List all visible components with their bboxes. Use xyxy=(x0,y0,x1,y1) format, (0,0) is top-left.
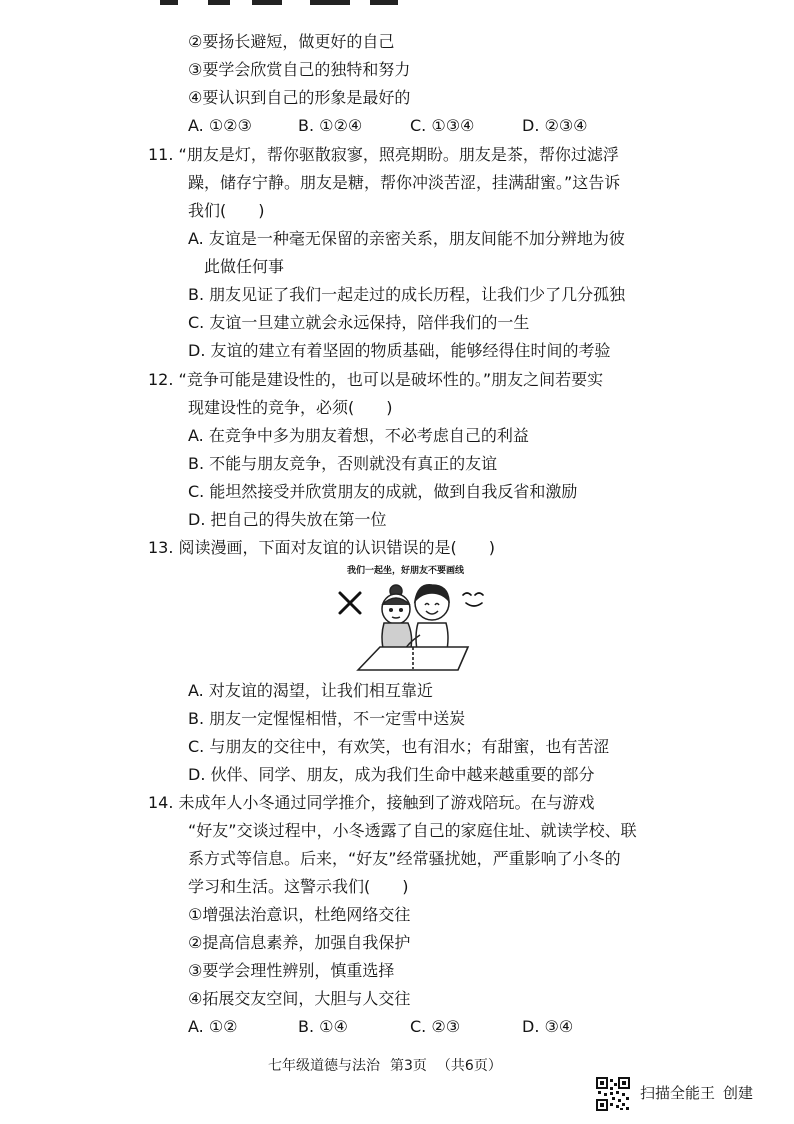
scanner-action: 创建 xyxy=(723,1084,754,1102)
footer-subject: 七年级道德与法治 xyxy=(268,1058,380,1074)
q14-stem-line4: 学习和生活。这警示我们( ) xyxy=(188,877,409,896)
q14-option-a[interactable]: A. ①② xyxy=(188,1017,238,1036)
cropped-top-text xyxy=(160,0,460,6)
q12-option-a[interactable]: A. 在竞争中多为朋友着想，不必考虑自己的利益 xyxy=(188,426,529,445)
q14-stem-line2: “好友”交谈过程中，小冬透露了自己的家庭住址、就读学校、联 xyxy=(188,821,637,840)
q11-option-a-cont: 此做任何事 xyxy=(204,257,285,276)
q14-option-b[interactable]: B. ①④ xyxy=(298,1017,348,1036)
q10-options xyxy=(188,115,608,137)
q11-option-b[interactable]: B. 朋友见证了我们一起走过的成长历程，让我们少了几分孤独 xyxy=(188,285,626,304)
q12-option-b[interactable]: B. 不能与朋友竞争，否则就没有真正的友谊 xyxy=(188,454,498,473)
q14-item-4: ④拓展交友空间，大胆与人交往 xyxy=(188,989,411,1008)
q10-option-c[interactable]: C. ①③④ xyxy=(410,116,475,135)
q13-stem: 13. 阅读漫画，下面对友谊的认识错误的是( ) xyxy=(148,538,496,557)
footer-page-total: （共6页） xyxy=(436,1058,502,1074)
q13-option-b[interactable]: B. 朋友一定惺惺相惜，不一定雪中送炭 xyxy=(188,709,466,728)
q10-option-d[interactable]: D. ②③④ xyxy=(522,116,588,135)
q10-item-3: ③要学会欣赏自己的独特和努力 xyxy=(188,60,411,79)
q10-item-2: ②要扬长避短，做更好的自己 xyxy=(188,32,395,51)
q11-stem-line3: 我们( ) xyxy=(188,201,265,220)
q11-option-d[interactable]: D. 友谊的建立有着坚固的物质基础，能够经得住时间的考验 xyxy=(188,341,611,360)
comic-drawing xyxy=(318,565,493,675)
q14-options xyxy=(188,1016,608,1038)
q11-stem-line2: 躁，储存宁静。朋友是糖，帮你冲淡苦涩，挂满甜蜜。”这告诉 xyxy=(188,173,621,192)
q12-stem-line2: 现建设性的竞争，必须( ) xyxy=(188,398,393,417)
q13-option-d[interactable]: D. 伙伴、同学、朋友，成为我们生命中越来越重要的部分 xyxy=(188,765,595,784)
footer-page-number: 第3页 xyxy=(390,1058,427,1074)
girl-figure xyxy=(382,585,412,653)
q10-option-a[interactable]: A. ①②③ xyxy=(188,116,252,135)
comic-illustration xyxy=(318,565,493,675)
q10-option-b[interactable]: B. ①②④ xyxy=(298,116,363,135)
q14-item-3: ③要学会理性辨别，慎重选择 xyxy=(188,961,395,980)
scanner-watermark xyxy=(640,1082,761,1104)
q12-stem-line1: 12. “竞争可能是建设性的，也可以是破坏性的。”朋友之间若要实 xyxy=(148,370,604,389)
q14-stem-line1: 14. 未成年人小冬通过同学推介，接触到了游戏陪玩。在与游戏 xyxy=(148,793,595,812)
q12-option-d[interactable]: D. 把自己的得失放在第一位 xyxy=(188,510,387,529)
q11-stem-line1: 11. “朋友是灯，帮你驱散寂寥，照亮期盼。朋友是茶，帮你过滤浮 xyxy=(148,145,619,164)
q14-stem-line3: 系方式等信息。后来，“好友”经常骚扰她，严重影响了小冬的 xyxy=(188,849,621,868)
q10-item-4: ④要认识到自己的形象是最好的 xyxy=(188,88,411,107)
q14-option-c[interactable]: C. ②③ xyxy=(410,1017,461,1036)
comic-caption: 我们一起坐，好朋友不要画线 xyxy=(346,566,464,576)
page-footer xyxy=(268,1056,512,1076)
scanner-app-name: 扫描全能王 xyxy=(640,1084,716,1102)
cross-mark-icon xyxy=(340,593,360,613)
qr-code-icon xyxy=(596,1077,630,1111)
q14-item-2: ②提高信息素养，加强自我保护 xyxy=(188,933,411,952)
smile-icon xyxy=(463,593,483,606)
q14-item-1: ①增强法治意识，杜绝网络交往 xyxy=(188,905,411,924)
q11-option-c[interactable]: C. 友谊一旦建立就会永远保持，陪伴我们的一生 xyxy=(188,313,530,332)
desk xyxy=(358,647,468,670)
q14-option-d[interactable]: D. ③④ xyxy=(522,1017,574,1036)
q12-option-c[interactable]: C. 能坦然接受并欣赏朋友的成就，做到自我反省和激励 xyxy=(188,482,578,501)
q11-option-a[interactable]: A. 友谊是一种毫无保留的亲密关系，朋友间能不加分辨地为彼 xyxy=(188,229,625,248)
q13-option-c[interactable]: C. 与朋友的交往中，有欢笑，也有泪水；有甜蜜，也有苦涩 xyxy=(188,737,610,756)
q13-option-a[interactable]: A. 对友谊的渴望，让我们相互靠近 xyxy=(188,681,433,700)
